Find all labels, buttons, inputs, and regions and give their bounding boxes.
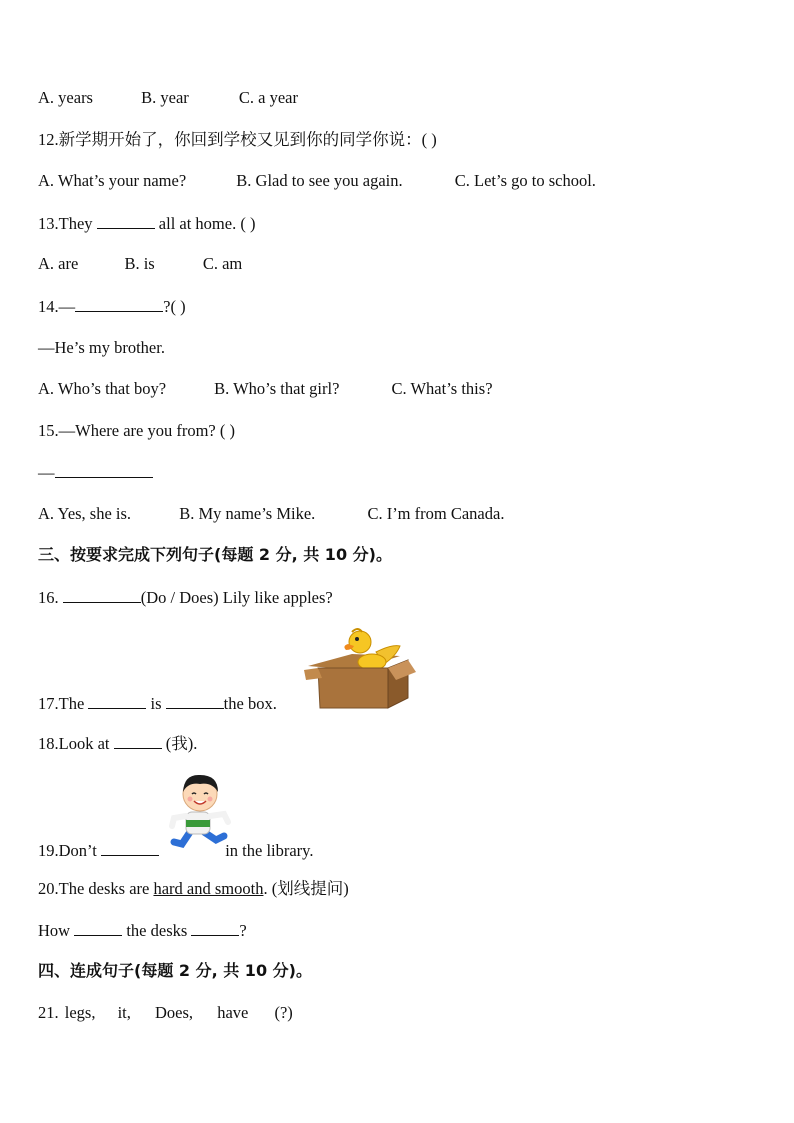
q14-blank[interactable] (75, 296, 163, 312)
q20-answer-end: ? (239, 921, 247, 940)
q17-blank-1[interactable] (88, 693, 146, 709)
q18-rest: (我). (165, 734, 198, 753)
q16-question (38, 587, 333, 608)
q19-rest: in the library. (225, 841, 314, 860)
q21-question (38, 1003, 293, 1023)
q13-question (38, 213, 255, 234)
q15-option-a[interactable]: A. Yes, she is. (38, 504, 132, 523)
q18-question (38, 733, 197, 754)
q15-question: 15.—Where are you from? ( ) (38, 421, 235, 440)
q16-rest: (Do / Does) Lily like apples? (140, 588, 333, 607)
q19-number: 19.Don’t (38, 841, 97, 860)
q20-answer-start: How (38, 921, 71, 940)
q17-question (38, 693, 277, 714)
q15-options (38, 504, 504, 524)
q20-prefix: 20.The desks are (38, 879, 150, 898)
q20-suffix: . (划线提问) (263, 879, 349, 898)
q19-question (38, 840, 313, 861)
q12-question: 12.新学期开始了，你回到学校又见到你的同学你说：( ) (38, 130, 437, 149)
q15-option-b[interactable]: B. My name’s Mike. (179, 504, 316, 523)
q20-blank-2[interactable] (191, 920, 239, 936)
q14-option-a[interactable]: A. Who’s that boy? (38, 379, 167, 398)
q16-number: 16. (38, 588, 59, 607)
q15-reply-dash: — (38, 463, 55, 482)
q14-suffix: ?( ) (163, 297, 186, 316)
q17-mid: is (150, 694, 162, 713)
q13-number: 13.They (38, 214, 93, 233)
q15-blank[interactable] (55, 462, 153, 478)
q17-number: 17.The (38, 694, 85, 713)
q20-answer (38, 920, 247, 941)
q21-word-1: legs, (64, 1003, 96, 1022)
q13-rest: all at home. ( ) (158, 214, 256, 233)
q11-option-a[interactable]: A. years (38, 88, 93, 107)
q11-options (38, 88, 298, 108)
q14-reply: —He’s my brother. (38, 338, 165, 357)
q16-blank[interactable] (63, 587, 141, 603)
duck-in-box-image (300, 624, 418, 710)
q15-reply (38, 462, 153, 483)
q20-underlined-phrase: hard and smooth (153, 879, 264, 898)
q17-rest: the box. (223, 694, 277, 713)
q18-blank[interactable] (114, 733, 162, 749)
q12-option-a[interactable]: A. What’s your name? (38, 171, 187, 190)
section-3-heading: 三、按要求完成下列句子(每题 2 分, 共 10 分)。 (38, 545, 392, 564)
q14-option-b[interactable]: B. Who’s that girl? (214, 379, 340, 398)
q21-number: 21. (38, 1003, 59, 1022)
q13-option-b[interactable]: B. is (124, 254, 155, 273)
q14-question (38, 296, 186, 317)
q19-blank[interactable] (101, 840, 159, 856)
q13-option-c[interactable]: C. am (202, 254, 243, 273)
q11-option-b[interactable]: B. year (141, 88, 189, 107)
q21-word-2: it, (117, 1003, 131, 1022)
q14-prefix: 14.— (38, 297, 76, 316)
q17-blank-2[interactable] (166, 693, 224, 709)
q20-answer-mid: the desks (126, 921, 188, 940)
q15-option-c[interactable]: C. I’m from Canada. (367, 504, 505, 523)
q21-word-4: have (217, 1003, 249, 1022)
q14-options (38, 379, 493, 399)
q12-option-c[interactable]: C. Let’s go to school. (454, 171, 596, 190)
q20-blank-1[interactable] (74, 920, 122, 936)
q20-question (38, 879, 349, 899)
section-4-heading: 四、连成句子(每题 2 分, 共 10 分)。 (38, 961, 312, 980)
q12-option-b[interactable]: B. Glad to see you again. (236, 171, 403, 190)
q21-word-5: (?) (274, 1003, 293, 1022)
duck-in-box-icon (300, 624, 418, 710)
q21-word-3: Does, (155, 1003, 194, 1022)
q11-option-c[interactable]: C. a year (238, 88, 298, 107)
q13-blank[interactable] (97, 213, 155, 229)
q18-number: 18.Look at (38, 734, 110, 753)
q14-option-c[interactable]: C. What’s this? (391, 379, 493, 398)
q12-options (38, 171, 596, 191)
q13-option-a[interactable]: A. are (38, 254, 79, 273)
q13-options (38, 254, 242, 274)
